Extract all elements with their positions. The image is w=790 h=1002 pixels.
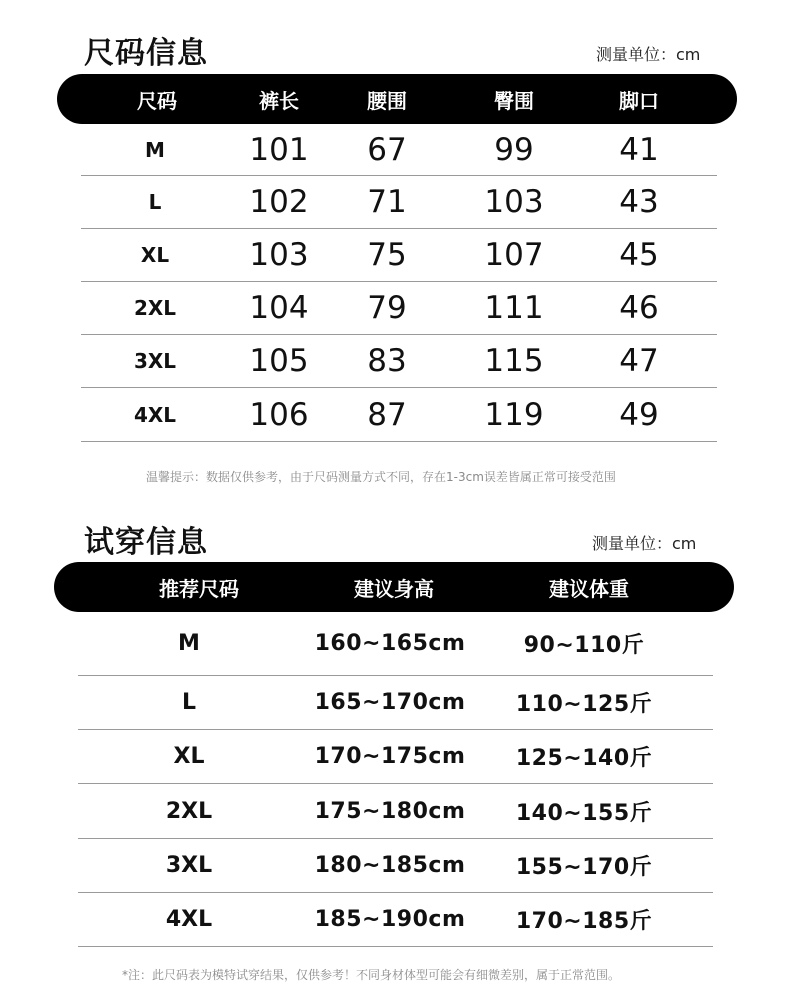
- pants-length-cell: 104: [249, 290, 309, 326]
- recommended-size-cell: M: [178, 631, 200, 656]
- recommended-size-cell: 3XL: [165, 853, 213, 878]
- fit-unit-label: 测量单位：cm: [592, 534, 697, 553]
- table-row: [81, 282, 717, 335]
- table-row: [81, 124, 717, 176]
- waist-cell: 67: [367, 131, 407, 168]
- fit-disclaimer: *注：此尺码表为模特试穿结果，仅供参考！不同身材体型可能会有细微差别，属于正常范围。: [122, 968, 621, 982]
- hip-cell: 115: [484, 343, 544, 379]
- weight-cell: 90~110斤: [523, 633, 645, 658]
- hem-cell: 46: [619, 290, 659, 326]
- table-row: [81, 229, 717, 282]
- table-row: [81, 176, 717, 229]
- table-row: [78, 612, 713, 676]
- waist-cell: 75: [367, 237, 407, 273]
- table-row: [81, 388, 717, 442]
- header-recommended-size: 推荐尺码: [159, 576, 239, 601]
- recommended-size-cell: L: [181, 690, 197, 715]
- height-cell: 175~180cm: [314, 798, 466, 824]
- weight-cell: 155~170斤: [515, 855, 653, 880]
- recommended-size-cell: 2XL: [165, 798, 213, 824]
- waist-cell: 83: [367, 343, 407, 379]
- header-waist: 腰围: [367, 88, 407, 113]
- header-suggested-weight: 建议体重: [549, 576, 629, 601]
- fit-section-title: 试穿信息: [84, 525, 208, 560]
- table-row: [78, 676, 713, 730]
- table-row: [78, 730, 713, 784]
- size-cell: 2XL: [133, 296, 177, 320]
- hip-cell: 119: [484, 396, 544, 433]
- weight-cell: 125~140斤: [515, 746, 653, 771]
- header-pants-length: 裤长: [259, 88, 299, 113]
- pants-length-cell: 101: [249, 131, 309, 168]
- size-section-title: 尺码信息: [84, 36, 208, 71]
- height-cell: 160~165cm: [314, 631, 466, 656]
- hem-cell: 41: [619, 131, 659, 168]
- hip-cell: 107: [484, 237, 544, 273]
- fit-table-header: [54, 562, 734, 612]
- size-cell: 4XL: [133, 402, 177, 427]
- hip-cell: 103: [484, 184, 544, 220]
- size-disclaimer: 温馨提示：数据仅供参考，由于尺码测量方式不同，存在1-3cm误差皆属正常可接受范围: [146, 470, 616, 484]
- height-cell: 170~175cm: [314, 744, 466, 769]
- hem-cell: 45: [619, 237, 659, 273]
- hip-cell: 99: [494, 131, 534, 168]
- size-table-header: [57, 74, 737, 124]
- waist-cell: 71: [367, 184, 407, 220]
- table-row: [81, 335, 717, 388]
- weight-cell: 110~125斤: [515, 692, 653, 717]
- waist-cell: 87: [367, 396, 407, 433]
- pants-length-cell: 106: [249, 396, 309, 433]
- recommended-size-cell: 4XL: [165, 907, 213, 932]
- size-cell: XL: [140, 243, 170, 267]
- pants-length-cell: 103: [249, 237, 309, 273]
- hem-cell: 47: [619, 343, 659, 379]
- table-row: [78, 784, 713, 839]
- weight-cell: 170~185斤: [515, 909, 653, 934]
- waist-cell: 79: [367, 290, 407, 326]
- pants-length-cell: 102: [249, 184, 309, 220]
- header-suggested-height: 建议身高: [354, 576, 434, 601]
- height-cell: 180~185cm: [314, 853, 466, 878]
- hem-cell: 43: [619, 184, 659, 220]
- size-cell: 3XL: [133, 349, 177, 373]
- hip-cell: 111: [484, 290, 544, 326]
- header-hem: 脚口: [619, 88, 659, 113]
- header-size: 尺码: [137, 88, 177, 113]
- height-cell: 165~170cm: [314, 690, 466, 715]
- weight-cell: 140~155斤: [515, 800, 653, 826]
- size-cell: M: [145, 137, 165, 162]
- height-cell: 185~190cm: [314, 907, 466, 932]
- header-hip: 臀围: [494, 88, 534, 113]
- pants-length-cell: 105: [249, 343, 309, 379]
- hem-cell: 49: [619, 396, 659, 433]
- size-cell: L: [148, 190, 162, 214]
- recommended-size-cell: XL: [173, 744, 205, 769]
- table-row: [78, 839, 713, 893]
- size-unit-label: 测量单位：cm: [596, 45, 701, 64]
- table-row: [78, 893, 713, 947]
